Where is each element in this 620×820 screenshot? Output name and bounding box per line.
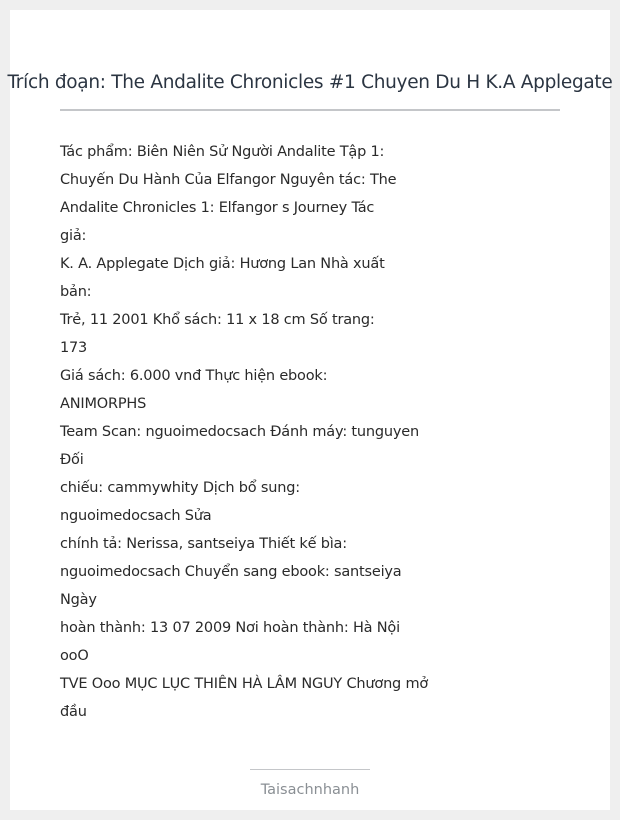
excerpt-line: giả: xyxy=(60,228,87,244)
excerpt-line: Team Scan: nguoimedocsach Đánh máy: tunguyen xyxy=(60,424,419,440)
excerpt-line: đầu xyxy=(60,704,87,720)
excerpt-line: Andalite Chronicles 1: Elfangor s Journey Tác xyxy=(60,200,375,216)
excerpt-line: bản: xyxy=(60,284,92,300)
title-divider xyxy=(60,109,560,111)
excerpt-line: Tác phẩm: Biên Niên Sử Người Andalite Tập 1: xyxy=(60,144,385,160)
excerpt-line: hoàn thành: 13 07 2009 Nơi hoàn thành: Hà Nội xyxy=(60,620,400,636)
page-title: Trích đoạn: The Andalite Chronicles #1 Chuyen Du H K.A Applegate xyxy=(7,72,613,93)
excerpt-line: Trẻ, 11 2001 Khổ sách: 11 x 18 cm Số trang: xyxy=(60,312,375,328)
excerpt-line: ooO xyxy=(60,648,89,664)
excerpt-line: ANIMORPHS xyxy=(60,396,147,412)
excerpt-line: Chuyến Du Hành Của Elfangor Nguyên tác: The xyxy=(60,172,397,188)
excerpt-line: Đối xyxy=(60,452,84,468)
excerpt-line: chiếu: cammywhity Dịch bổ sung: xyxy=(60,480,300,496)
excerpt-line: K. A. Applegate Dịch giả: Hương Lan Nhà xuất xyxy=(60,256,385,272)
excerpt-line: 173 xyxy=(60,340,88,356)
excerpt-line: Giá sách: 6.000 vnđ Thực hiện ebook: xyxy=(60,368,328,384)
footer-divider xyxy=(250,769,370,770)
footer-site-name[interactable]: Taisachnhanh xyxy=(260,782,360,798)
excerpt-line: chính tả: Nerissa, santseiya Thiết kế bìa: xyxy=(60,536,347,552)
excerpt-line: TVE Ooo MỤC LỤC THIÊN HÀ LÂM NGUY Chương mở xyxy=(60,676,429,692)
excerpt-line: Ngày xyxy=(60,592,97,608)
excerpt-body xyxy=(60,142,428,730)
excerpt-line: nguoimedocsach Sửa xyxy=(60,508,212,524)
excerpt-line: nguoimedocsach Chuyển sang ebook: santseiya xyxy=(60,564,402,580)
